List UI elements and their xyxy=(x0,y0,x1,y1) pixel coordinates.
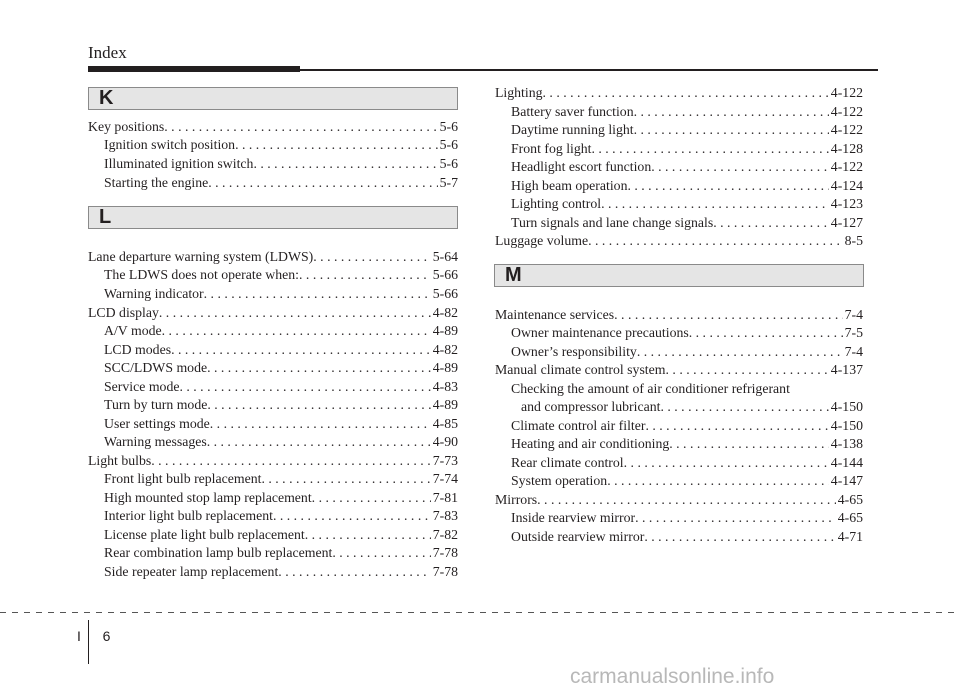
entry-text: Service mode xyxy=(104,379,180,394)
index-entry xyxy=(511,435,863,453)
entry-text: System operation xyxy=(511,473,608,488)
section-letter-label: L xyxy=(99,206,112,228)
entry-text: Warning indicator xyxy=(104,286,204,301)
index-entry xyxy=(511,324,863,342)
entry-page: 7-73 xyxy=(432,453,458,468)
entry-page: 4-83 xyxy=(432,379,458,394)
index-entry xyxy=(104,341,458,359)
entry-text: Climate control air filter xyxy=(511,418,646,433)
entry-page: 5-64 xyxy=(432,249,458,264)
index-entry xyxy=(104,322,458,340)
entry-page: 7-81 xyxy=(432,490,458,505)
entry-page: 7-78 xyxy=(432,545,458,560)
entry-text: Ignition switch position xyxy=(104,137,236,152)
index-entry xyxy=(104,433,458,451)
index-entry xyxy=(511,195,863,213)
index-entry xyxy=(511,472,863,490)
entry-page: 4-65 xyxy=(837,510,863,525)
index-entry xyxy=(511,214,863,232)
page-number xyxy=(77,628,110,644)
index-entry xyxy=(104,470,458,488)
index-entry xyxy=(104,266,458,284)
entry-page: 4-127 xyxy=(830,215,863,230)
entry-page: 5-6 xyxy=(439,119,458,134)
entry-text: User settings mode xyxy=(104,416,210,431)
index-entry xyxy=(88,248,458,266)
entry-text: Battery saver function xyxy=(511,104,634,119)
page-title: Index xyxy=(88,43,127,62)
entry-page: 4-89 xyxy=(432,397,458,412)
entry-page: 7-5 xyxy=(844,325,863,340)
index-entry xyxy=(495,232,863,250)
entry-page: 4-122 xyxy=(830,104,863,119)
entry-text: Rear climate control xyxy=(511,455,624,470)
entry-text: Turn by turn mode xyxy=(104,397,208,412)
index-entry xyxy=(495,84,863,102)
entry-text: Lane departure warning system (LDWS) xyxy=(88,249,314,264)
index-entry xyxy=(104,359,458,377)
section-letter-k xyxy=(88,87,458,110)
entry-text: Starting the engine xyxy=(104,175,209,190)
entry-page: 4-147 xyxy=(830,473,863,488)
entry-page: 5-6 xyxy=(439,156,458,171)
entry-text: Key positions xyxy=(88,119,165,134)
header-rule-thin xyxy=(300,69,878,71)
header-rule-thick xyxy=(88,66,300,72)
index-entry xyxy=(511,140,863,158)
entry-text: LCD modes xyxy=(104,342,172,357)
entry-page: 7-4 xyxy=(844,307,863,322)
section-letter-l xyxy=(88,206,458,229)
entry-page: 4-144 xyxy=(830,455,863,470)
entry-text: Front light bulb replacement xyxy=(104,471,262,486)
section-letter-label: M xyxy=(505,264,522,286)
index-entry xyxy=(104,136,458,154)
section-letter-label: K xyxy=(99,87,114,109)
entry-page: 7-74 xyxy=(432,471,458,486)
index-entry xyxy=(104,507,458,525)
entry-text: High beam operation xyxy=(511,178,628,193)
entry-text: and compressor lubricant xyxy=(521,399,661,414)
entry-text: Light bulbs xyxy=(88,453,152,468)
entry-text: Illuminated ignition switch xyxy=(104,156,254,171)
entry-page: 4-90 xyxy=(432,434,458,449)
entry-page: 4-71 xyxy=(837,529,863,544)
index-entry xyxy=(104,155,458,173)
index-entry xyxy=(104,285,458,303)
entry-page: 4-82 xyxy=(432,342,458,357)
index-entry xyxy=(511,528,863,546)
entry-page: 4-150 xyxy=(830,418,863,433)
entry-text: Heating and air conditioning xyxy=(511,436,670,451)
index-entry xyxy=(495,491,863,509)
index-entry xyxy=(104,526,458,544)
entry-text: Luggage volume xyxy=(495,233,589,248)
index-entry xyxy=(495,361,863,379)
entry-text: Lighting control xyxy=(511,196,602,211)
watermark: carmanualsonline.info xyxy=(570,665,775,688)
entry-page: 4-150 xyxy=(830,399,863,414)
index-entry xyxy=(104,415,458,433)
entry-text: Rear combination lamp bulb replacement xyxy=(104,545,333,560)
entry-page: 5-66 xyxy=(432,286,458,301)
index-entry xyxy=(511,158,863,176)
entry-text: The LDWS does not operate when: xyxy=(104,267,300,282)
index-entry xyxy=(104,544,458,562)
entry-page: 4-122 xyxy=(830,122,863,137)
entry-page: 4-123 xyxy=(830,196,863,211)
entry-page: 4-89 xyxy=(432,323,458,338)
index-entry xyxy=(511,121,863,139)
entry-text: A/V mode xyxy=(104,323,162,338)
section-label: I xyxy=(77,628,81,644)
entry-text: Turn signals and lane change signals xyxy=(511,215,714,230)
page-label: 6 xyxy=(102,628,111,644)
entry-page: 7-4 xyxy=(844,344,863,359)
index-entry xyxy=(511,103,863,121)
entry-page: 4-128 xyxy=(830,141,863,156)
index-entry xyxy=(511,343,863,361)
entry-page: 4-85 xyxy=(432,416,458,431)
entry-text: High mounted stop lamp replacement xyxy=(104,490,312,505)
entry-page: 4-65 xyxy=(837,492,863,507)
entry-page: 4-122 xyxy=(830,159,863,174)
entry-text: SCC/LDWS mode xyxy=(104,360,208,375)
entry-page: 7-83 xyxy=(432,508,458,523)
index-entry xyxy=(511,417,863,435)
index-entry xyxy=(104,396,458,414)
entry-text: Inside rearview mirror xyxy=(511,510,636,525)
index-entry xyxy=(88,118,458,136)
entry-text: Interior light bulb replacement xyxy=(104,508,273,523)
entry-text: Mirrors xyxy=(495,492,538,507)
entry-page: 5-6 xyxy=(439,137,458,152)
index-entry xyxy=(495,306,863,324)
entry-text: Maintenance services xyxy=(495,307,615,322)
index-entry xyxy=(88,304,458,322)
entry-text: Warning messages xyxy=(104,434,207,449)
index-entry xyxy=(104,174,458,192)
entry-text: Headlight escort function xyxy=(511,159,652,174)
section-letter-m xyxy=(494,264,864,287)
entry-page: 4-138 xyxy=(830,436,863,451)
entry-text: LCD display xyxy=(88,305,159,320)
entry-page: 4-82 xyxy=(432,305,458,320)
entry-text: Side repeater lamp replacement xyxy=(104,564,279,579)
index-entry xyxy=(511,454,863,472)
entry-text: Owner maintenance precautions xyxy=(511,325,689,340)
index-entry xyxy=(511,509,863,527)
entry-text: License plate light bulb replacement xyxy=(104,527,305,542)
entry-page: 4-89 xyxy=(432,360,458,375)
index-entry xyxy=(521,398,863,416)
index-entry xyxy=(511,177,863,195)
index-entry xyxy=(104,378,458,396)
entry-text: Lighting xyxy=(495,85,543,100)
entry-page: 4-122 xyxy=(830,85,863,100)
entry-text: Daytime running light xyxy=(511,122,634,137)
entry-page: 5-7 xyxy=(439,175,458,190)
entry-page: 4-124 xyxy=(830,178,863,193)
index-entry-text: Checking the amount of air conditioner refrigerant xyxy=(511,381,790,396)
entry-page: 5-66 xyxy=(432,267,458,282)
entry-text: Front fog light xyxy=(511,141,592,156)
index-entry xyxy=(104,489,458,507)
entry-text: Outside rearview mirror xyxy=(511,529,645,544)
entry-page: 8-5 xyxy=(844,233,863,248)
entry-page: 4-137 xyxy=(830,362,863,377)
entry-text: Manual climate control system xyxy=(495,362,666,377)
entry-page: 7-78 xyxy=(432,564,458,579)
index-entry xyxy=(88,452,458,470)
index-entry xyxy=(104,563,458,581)
entry-text: Owner’s responsibility xyxy=(511,344,637,359)
entry-page: 7-82 xyxy=(432,527,458,542)
